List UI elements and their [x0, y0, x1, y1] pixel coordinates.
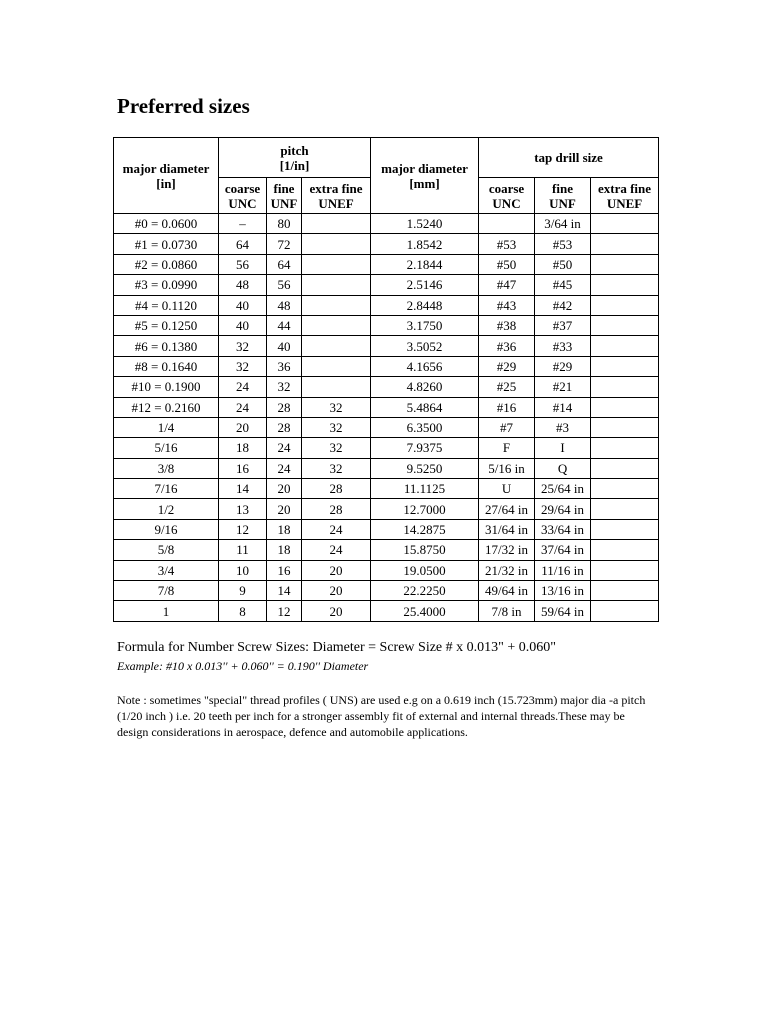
cell-pitch-coarse: – — [219, 214, 267, 234]
table-row — [114, 377, 659, 397]
cell-major-diameter-mm: 5.4864 — [371, 397, 479, 417]
cell-major-diameter-mm: 14.2875 — [371, 519, 479, 539]
cell-pitch-coarse: 18 — [219, 438, 267, 458]
cell-major-diameter-in: #5 = 0.1250 — [114, 315, 219, 335]
cell-pitch-extra-fine: 20 — [302, 560, 371, 580]
cell-major-diameter-in: 5/16 — [114, 438, 219, 458]
cell-pitch-fine: 14 — [267, 581, 302, 601]
cell-tap-fine: 33/64 in — [535, 519, 591, 539]
cell-pitch-extra-fine — [302, 254, 371, 274]
cell-major-diameter-in: 3/8 — [114, 458, 219, 478]
cell-major-diameter-mm: 12.7000 — [371, 499, 479, 519]
cell-pitch-fine: 80 — [267, 214, 302, 234]
cell-tap-extra-fine — [591, 417, 659, 437]
cell-tap-coarse: U — [479, 479, 535, 499]
cell-pitch-extra-fine: 32 — [302, 458, 371, 478]
cell-tap-extra-fine — [591, 315, 659, 335]
cell-pitch-fine: 32 — [267, 377, 302, 397]
cell-pitch-coarse: 9 — [219, 581, 267, 601]
cell-tap-coarse — [479, 214, 535, 234]
cell-tap-extra-fine — [591, 479, 659, 499]
table-row — [114, 479, 659, 499]
cell-major-diameter-mm: 15.8750 — [371, 540, 479, 560]
cell-tap-coarse: 31/64 in — [479, 519, 535, 539]
note-text: Note : sometimes "special" thread profiles ( UNS) are used e.g on a 0.619 inch (15.723mm) major dia -a pitch (1/20 inch ) i.e. 20 teeth per inch for a stronger assembly fit of external and internal threads.These may be design considerations in aerospace, defence and automobile applications. — [117, 693, 646, 739]
table-row — [114, 601, 659, 621]
header-major-diameter-in: major diameter [in] — [114, 138, 219, 214]
cell-major-diameter-in: 1/2 — [114, 499, 219, 519]
cell-major-diameter-mm: 1.8542 — [371, 234, 479, 254]
cell-pitch-extra-fine — [302, 234, 371, 254]
cell-tap-fine: 13/16 in — [535, 581, 591, 601]
cell-tap-coarse: 49/64 in — [479, 581, 535, 601]
cell-tap-extra-fine — [591, 540, 659, 560]
cell-tap-extra-fine — [591, 377, 659, 397]
cell-pitch-fine: 16 — [267, 560, 302, 580]
preferred-sizes-table — [113, 137, 659, 622]
cell-major-diameter-in: 1/4 — [114, 417, 219, 437]
table-row — [114, 540, 659, 560]
cell-tap-coarse: #36 — [479, 336, 535, 356]
cell-tap-fine: #14 — [535, 397, 591, 417]
cell-tap-coarse: 5/16 in — [479, 458, 535, 478]
table-row — [114, 397, 659, 417]
cell-tap-extra-fine — [591, 560, 659, 580]
cell-tap-coarse: #38 — [479, 315, 535, 335]
header-tap-coarse: coarse UNC — [479, 178, 535, 214]
cell-major-diameter-mm: 2.1844 — [371, 254, 479, 274]
header-pitch: pitch [1/in] — [219, 138, 371, 178]
cell-pitch-extra-fine — [302, 336, 371, 356]
cell-pitch-fine: 72 — [267, 234, 302, 254]
cell-pitch-coarse: 24 — [219, 377, 267, 397]
table-row — [114, 499, 659, 519]
cell-major-diameter-mm: 9.5250 — [371, 458, 479, 478]
cell-pitch-extra-fine — [302, 275, 371, 295]
cell-pitch-fine: 12 — [267, 601, 302, 621]
cell-tap-extra-fine — [591, 601, 659, 621]
table-row — [114, 315, 659, 335]
cell-major-diameter-in: #12 = 0.2160 — [114, 397, 219, 417]
cell-tap-fine: #33 — [535, 336, 591, 356]
cell-tap-extra-fine — [591, 295, 659, 315]
cell-pitch-coarse: 40 — [219, 315, 267, 335]
cell-pitch-coarse: 14 — [219, 479, 267, 499]
table-row — [114, 458, 659, 478]
cell-tap-fine: #50 — [535, 254, 591, 274]
cell-tap-fine: 37/64 in — [535, 540, 591, 560]
cell-tap-fine: #29 — [535, 356, 591, 376]
table-row — [114, 234, 659, 254]
cell-pitch-extra-fine: 28 — [302, 479, 371, 499]
cell-major-diameter-in: #0 = 0.0600 — [114, 214, 219, 234]
cell-pitch-coarse: 40 — [219, 295, 267, 315]
header-tap-drill-size: tap drill size — [479, 138, 659, 178]
cell-major-diameter-mm: 3.1750 — [371, 315, 479, 335]
cell-major-diameter-mm: 22.2250 — [371, 581, 479, 601]
table-row — [114, 214, 659, 234]
cell-major-diameter-mm: 2.5146 — [371, 275, 479, 295]
cell-pitch-fine: 20 — [267, 499, 302, 519]
cell-pitch-fine: 18 — [267, 540, 302, 560]
cell-pitch-fine: 36 — [267, 356, 302, 376]
cell-tap-extra-fine — [591, 214, 659, 234]
cell-tap-coarse: 17/32 in — [479, 540, 535, 560]
cell-pitch-extra-fine — [302, 315, 371, 335]
cell-pitch-coarse: 24 — [219, 397, 267, 417]
table-row — [114, 519, 659, 539]
cell-pitch-coarse: 11 — [219, 540, 267, 560]
header-pitch-extra-fine: extra fine UNEF — [302, 178, 371, 214]
page-title: Preferred sizes — [117, 94, 250, 118]
header-major-diameter-mm: major diameter [mm] — [371, 138, 479, 214]
cell-tap-coarse: #29 — [479, 356, 535, 376]
table-row — [114, 295, 659, 315]
cell-tap-fine: Q — [535, 458, 591, 478]
table-row — [114, 356, 659, 376]
cell-pitch-extra-fine — [302, 214, 371, 234]
cell-tap-coarse: #47 — [479, 275, 535, 295]
table-body — [114, 214, 659, 622]
cell-major-diameter-mm: 3.5052 — [371, 336, 479, 356]
cell-tap-fine: #21 — [535, 377, 591, 397]
cell-pitch-coarse: 13 — [219, 499, 267, 519]
cell-tap-fine: #3 — [535, 417, 591, 437]
cell-tap-fine: 11/16 in — [535, 560, 591, 580]
cell-tap-coarse: F — [479, 438, 535, 458]
cell-pitch-fine: 44 — [267, 315, 302, 335]
cell-major-diameter-in: #2 = 0.0860 — [114, 254, 219, 274]
cell-major-diameter-mm: 7.9375 — [371, 438, 479, 458]
cell-major-diameter-mm: 19.0500 — [371, 560, 479, 580]
cell-major-diameter-mm: 11.1125 — [371, 479, 479, 499]
cell-tap-fine: 25/64 in — [535, 479, 591, 499]
cell-tap-extra-fine — [591, 234, 659, 254]
cell-tap-coarse: #53 — [479, 234, 535, 254]
cell-pitch-extra-fine — [302, 377, 371, 397]
cell-tap-fine: I — [535, 438, 591, 458]
cell-pitch-coarse: 48 — [219, 275, 267, 295]
cell-major-diameter-in: #3 = 0.0990 — [114, 275, 219, 295]
cell-tap-fine: #42 — [535, 295, 591, 315]
cell-major-diameter-in: #8 = 0.1640 — [114, 356, 219, 376]
formula-text: Formula for Number Screw Sizes: Diameter = Screw Size # x 0.013" + 0.060" — [117, 640, 556, 655]
cell-major-diameter-in: 7/16 — [114, 479, 219, 499]
cell-pitch-fine: 48 — [267, 295, 302, 315]
cell-tap-extra-fine — [591, 438, 659, 458]
cell-major-diameter-mm: 4.1656 — [371, 356, 479, 376]
cell-tap-fine: 3/64 in — [535, 214, 591, 234]
cell-pitch-fine: 24 — [267, 458, 302, 478]
cell-pitch-extra-fine — [302, 356, 371, 376]
header-pitch-coarse: coarse UNC — [219, 178, 267, 214]
cell-tap-extra-fine — [591, 254, 659, 274]
table-row — [114, 438, 659, 458]
cell-tap-coarse: 21/32 in — [479, 560, 535, 580]
cell-tap-fine: #53 — [535, 234, 591, 254]
cell-major-diameter-in: #1 = 0.0730 — [114, 234, 219, 254]
cell-major-diameter-in: 1 — [114, 601, 219, 621]
cell-major-diameter-in: #6 = 0.1380 — [114, 336, 219, 356]
cell-pitch-coarse: 56 — [219, 254, 267, 274]
cell-tap-coarse: #50 — [479, 254, 535, 274]
cell-tap-coarse: #16 — [479, 397, 535, 417]
cell-major-diameter-in: 5/8 — [114, 540, 219, 560]
table-row — [114, 275, 659, 295]
header-tap-fine: fine UNF — [535, 178, 591, 214]
cell-pitch-fine: 24 — [267, 438, 302, 458]
header-pitch-fine: fine UNF — [267, 178, 302, 214]
cell-pitch-fine: 28 — [267, 417, 302, 437]
cell-tap-coarse: #25 — [479, 377, 535, 397]
cell-tap-extra-fine — [591, 275, 659, 295]
cell-tap-extra-fine — [591, 458, 659, 478]
cell-tap-extra-fine — [591, 581, 659, 601]
cell-pitch-extra-fine: 20 — [302, 581, 371, 601]
cell-major-diameter-in: 3/4 — [114, 560, 219, 580]
cell-tap-extra-fine — [591, 499, 659, 519]
cell-pitch-coarse: 64 — [219, 234, 267, 254]
cell-pitch-extra-fine: 20 — [302, 601, 371, 621]
cell-tap-fine: #45 — [535, 275, 591, 295]
table-row — [114, 254, 659, 274]
cell-tap-fine: 29/64 in — [535, 499, 591, 519]
cell-tap-coarse: #43 — [479, 295, 535, 315]
cell-tap-fine: 59/64 in — [535, 601, 591, 621]
cell-pitch-extra-fine: 24 — [302, 519, 371, 539]
cell-pitch-fine: 64 — [267, 254, 302, 274]
cell-major-diameter-in: #10 = 0.1900 — [114, 377, 219, 397]
cell-pitch-fine: 56 — [267, 275, 302, 295]
cell-pitch-extra-fine: 32 — [302, 438, 371, 458]
example-text: Example: #10 x 0.013'' + 0.060'' = 0.190'' Diameter — [117, 659, 369, 673]
cell-major-diameter-in: 7/8 — [114, 581, 219, 601]
cell-pitch-coarse: 8 — [219, 601, 267, 621]
cell-tap-coarse: 7/8 in — [479, 601, 535, 621]
cell-pitch-fine: 28 — [267, 397, 302, 417]
table-row — [114, 560, 659, 580]
cell-major-diameter-mm: 2.8448 — [371, 295, 479, 315]
cell-tap-extra-fine — [591, 397, 659, 417]
cell-pitch-coarse: 32 — [219, 336, 267, 356]
header-tap-extra-fine: extra fine UNEF — [591, 178, 659, 214]
cell-pitch-coarse: 20 — [219, 417, 267, 437]
cell-pitch-extra-fine: 24 — [302, 540, 371, 560]
cell-major-diameter-mm: 4.8260 — [371, 377, 479, 397]
cell-pitch-coarse: 10 — [219, 560, 267, 580]
cell-tap-coarse: #7 — [479, 417, 535, 437]
cell-tap-extra-fine — [591, 356, 659, 376]
cell-major-diameter-mm: 6.3500 — [371, 417, 479, 437]
cell-tap-coarse: 27/64 in — [479, 499, 535, 519]
cell-tap-extra-fine — [591, 519, 659, 539]
table-row — [114, 336, 659, 356]
cell-major-diameter-mm: 25.4000 — [371, 601, 479, 621]
cell-pitch-fine: 20 — [267, 479, 302, 499]
cell-pitch-coarse: 16 — [219, 458, 267, 478]
cell-major-diameter-mm: 1.5240 — [371, 214, 479, 234]
cell-pitch-coarse: 12 — [219, 519, 267, 539]
cell-pitch-coarse: 32 — [219, 356, 267, 376]
cell-major-diameter-in: #4 = 0.1120 — [114, 295, 219, 315]
cell-pitch-fine: 18 — [267, 519, 302, 539]
table-row — [114, 581, 659, 601]
cell-tap-fine: #37 — [535, 315, 591, 335]
cell-pitch-extra-fine: 32 — [302, 397, 371, 417]
cell-tap-extra-fine — [591, 336, 659, 356]
cell-pitch-fine: 40 — [267, 336, 302, 356]
cell-major-diameter-in: 9/16 — [114, 519, 219, 539]
cell-pitch-extra-fine: 32 — [302, 417, 371, 437]
table-row — [114, 417, 659, 437]
cell-pitch-extra-fine: 28 — [302, 499, 371, 519]
cell-pitch-extra-fine — [302, 295, 371, 315]
